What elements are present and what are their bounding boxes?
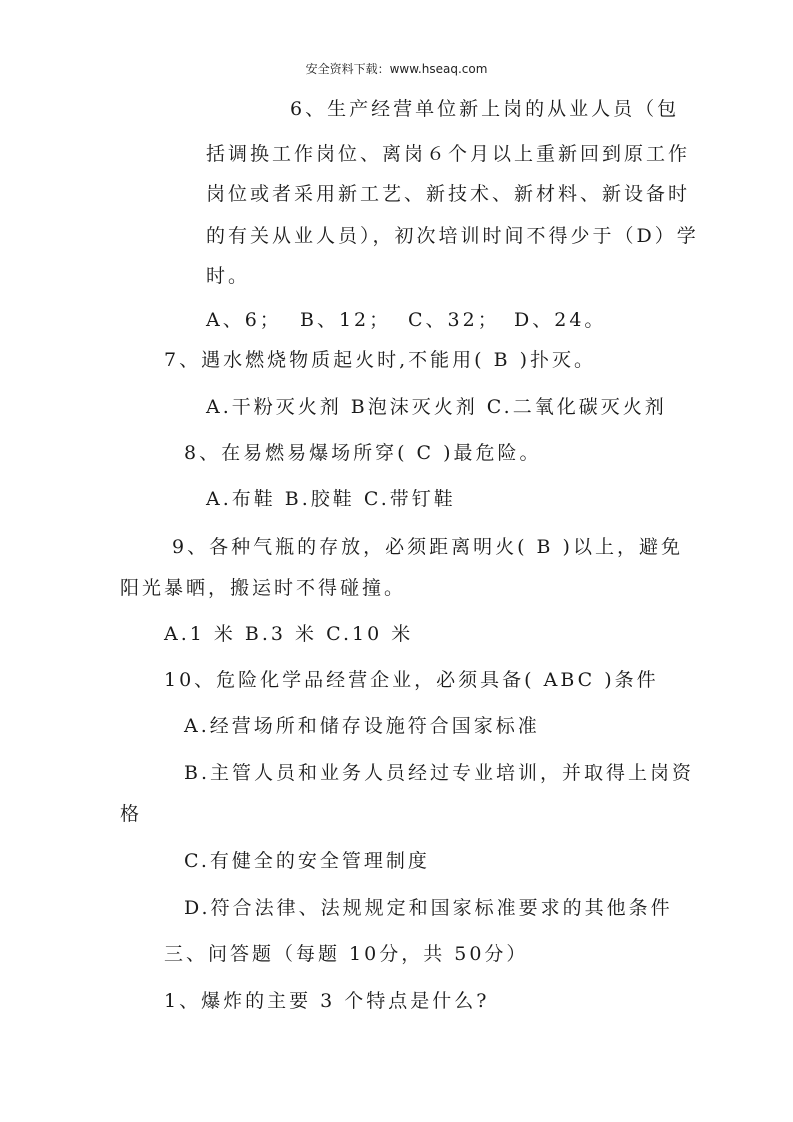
q8-options: A.布鞋 B.胶鞋 C.带钉鞋	[206, 488, 456, 510]
q10-option-b-line-1: B.主管人员和业务人员经过专业培训，并取得上岗资	[184, 762, 695, 784]
q6-line-4: 的有关从业人员），初次培训时间不得少于（D）学	[206, 225, 699, 247]
q6-option-a: A、6；	[206, 309, 282, 331]
q10-option-b-line-2: 格	[120, 803, 143, 825]
q6-option-d: D、24。	[514, 309, 607, 331]
q6-option-c: C、32；	[408, 309, 500, 331]
q6-line-2: 括调换工作岗位、离岗６个月以上重新回到原工作	[206, 143, 691, 165]
q9-line-1: 9、各种气瓶的存放，必须距离明火( B )以上，避免	[172, 536, 683, 558]
q9-line-2: 阳光暴晒，搬运时不得碰撞。	[120, 577, 407, 599]
q6-option-b: B、12；	[300, 309, 392, 331]
q7-options: A.干粉灭火剂 B泡沫灭火剂 C.二氧化碳灭火剂	[206, 396, 667, 418]
q10-option-a: A.经营场所和储存设施符合国家标准	[184, 715, 540, 737]
q10-option-c: C.有健全的安全管理制度	[184, 850, 430, 872]
q9-options: A.1 米 B.3 米 C.10 米	[164, 623, 414, 645]
section3-q1: 1、爆炸的主要 3 个特点是什么?	[164, 990, 490, 1012]
q10-option-d: D.符合法律、法规规定和国家标准要求的其他条件	[184, 897, 673, 919]
q6-line-1: 6、生产经营单位新上岗的从业人员（包	[290, 98, 680, 120]
q8-question: 8、在易燃易爆场所穿( C )最危险。	[184, 442, 542, 464]
page-header: 安全资料下载：www.hseaq.com	[305, 62, 488, 76]
q6-line-3: 岗位或者采用新工艺、新技术、新材料、新设备时	[206, 183, 691, 205]
q10-question: 10、危险化学品经营企业，必须具备( ABC )条件	[164, 669, 659, 691]
q6-line-5: 时。	[206, 265, 251, 287]
section3-title: 三、问答题（每题 10分，共 50分）	[164, 943, 529, 965]
q7-question: 7、遇水燃烧物质起火时,不能用( B )扑灭。	[164, 349, 596, 371]
